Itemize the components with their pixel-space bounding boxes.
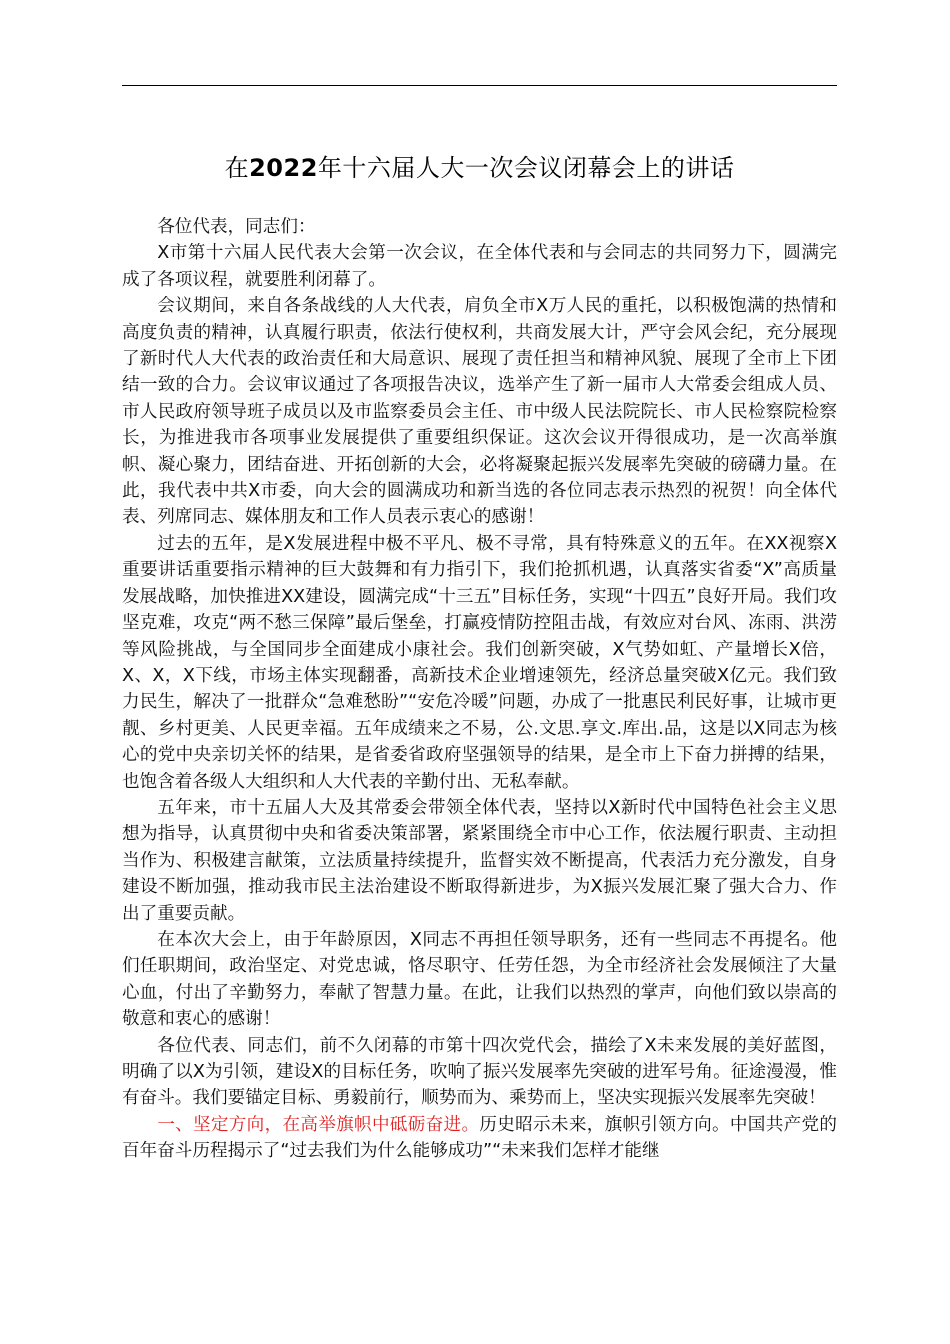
paragraph-6: 各位代表、同志们，前不久闭幕的市第十四次党代会，描绘了X未来发展的美好蓝图，明确了以X为引领，建设X的目标任务，吹响了振兴发展率先突破的进军号角。征途漫漫，惟有奋斗。我们要锚定目标、勇毅前行，顺势而为、乘势而上，坚决实现振兴发展率先突破！: [122, 1035, 837, 1109]
title-pre: 在: [224, 154, 250, 182]
document-body: [122, 214, 837, 1165]
paragraph-2: 会议期间，来自各条战线的人大代表，肩负全市X万人民的重托，以积极饱满的热情和高度负责的精神，认真履行职责，依法行使权利，共商发展大计，严守会风会纪，充分展现了新时代人大代表的政治责任和大局意识、展现了责任担当和精神风貌、展现了全市上下团结一致的合力。会议审议通过了各项报告决议，选举产生了新一届市人大常委会组成人员、市人民政府领导班子成员以及市监察委员会主任、市中级人民法院院长、市人民检察院检察长，为推进我市各项事业发展提供了重要组织保证。这次会议开得很成功，是一次高举旗帜、凝心聚力，团结奋进、开拓创新的大会，必将凝聚起振兴发展率先突破的磅礴力量。在此，我代表中共X市委，向大会的圆满成功和新当选的各位同志表示热烈的祝贺！向全体代表、列席同志、媒体朋友和工作人员表示衷心的感谢！: [122, 296, 837, 528]
title-year: 2022: [249, 154, 318, 182]
paragraph-5: 在本次大会上，由于年龄原因，X同志不再担任领导职务，还有一些同志不再提名。他们任职期间，政治坚定、对党忠诚，恪尽职守、任劳任怨，为全市经济社会发展倾注了大量心血，付出了辛勤努力，奉献了智慧力量。在此，让我们以热烈的掌声，向他们致以崇高的敬意和衷心的感谢！: [122, 929, 837, 1030]
paragraph-4: 五年来，市十五届人大及其常委会带领全体代表，坚持以X新时代中国特色社会主义思想为指导，认真贯彻中央和省委决策部署，紧紧围绕全市中心工作，依法履行职责、主动担当作为、积极建言献策，立法质量持续提升，监督实效不断提高，代表活力充分激发，自身建设不断加强，推动我市民主法治建设不断取得新进步，为X振兴发展汇聚了强大合力、作出了重要贡献。: [122, 797, 837, 924]
salutation: 各位代表，同志们：: [157, 217, 316, 237]
section-text: 历史昭示未来，旗帜引领方向。中国共产党的百年奋斗历程揭示了“过去我们为什么能够成功”“未来我们怎样才能继: [122, 1114, 837, 1162]
paragraph-3: 过去的五年，是X发展进程中极不平凡、极不寻常，具有特殊意义的五年。在XX视察X重要讲话重要指示精神的巨大鼓舞和有力指引下，我们抢抓机遇，认真落实省委“X”高质量发展战略，加快推进XX建设，圆满完成“十三五”目标任务，实现“十四五”良好开局。我们攻坚克难，攻克“两不愁三保障”最后堡垒，打赢疫情防控阻击战，有效应对台风、冻雨、洪涝等风险挑战，与全国同步全面建成小康社会。我们创新突破，X气势如虹、产量增长X倍，X、X，X下线，市场主体实现翻番，高新技术企业增速领先，经济总量突破X亿元。我们致力民生，解决了一批群众“急难愁盼”“安危冷暖”问题，办成了一批惠民利民好事，让城市更靓、乡村更美、人民更幸福。五年成绩来之不易，公.文思.享文.库出.品，这是以X同志为核心的党中央亲切关怀的结果，是省委省政府坚强领导的结果，是全市上下奋力拼搏的结果，也饱含着各级人大组织和人大代表的辛勤付出、无私奉献。: [122, 533, 837, 792]
paragraph-1: X市第十六届人民代表大会第一次会议，在全体代表和与会同志的共同努力下，圆满完成了各项议程，就要胜利闭幕了。: [122, 243, 837, 290]
section-heading: 一、坚定方向，在高举旗帜中砥砺奋进。: [157, 1114, 480, 1135]
title-post: 年十六届人大一次会议闭幕会上的讲话: [317, 154, 735, 182]
section-paragraph: [122, 1112, 837, 1165]
header-rule: [122, 85, 837, 86]
document-title: [122, 150, 837, 186]
